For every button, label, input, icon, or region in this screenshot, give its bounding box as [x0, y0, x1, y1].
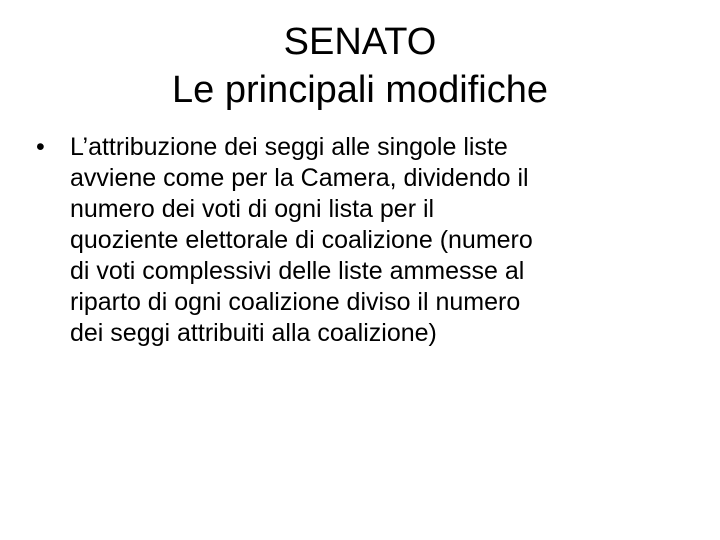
- bullet-text-line-1: L’attribuzione dei seggi alle singole liste: [70, 133, 508, 161]
- title-line-2: Le principali modifiche: [172, 69, 548, 111]
- bullet-text-line-5: di voti complessivi delle liste ammesse al: [70, 257, 525, 285]
- bullet-marker: •: [36, 133, 45, 161]
- title-line-1: SENATO: [283, 21, 437, 63]
- slide-title: [0, 18, 720, 114]
- bullet-text-line-3: numero dei voti di ogni lista per il: [70, 195, 435, 223]
- bullet-text-line-2: avviene come per la Camera, dividendo il: [70, 164, 529, 192]
- bullet-item: [36, 132, 676, 349]
- bullet-text-line-7: dei seggi attribuiti alla coalizione): [70, 319, 437, 347]
- slide-body: [36, 132, 676, 349]
- bullet-text-line-6: riparto di ogni coalizione diviso il numero: [70, 288, 521, 316]
- bullet-text-line-4: quoziente elettorale di coalizione (numero: [70, 226, 533, 254]
